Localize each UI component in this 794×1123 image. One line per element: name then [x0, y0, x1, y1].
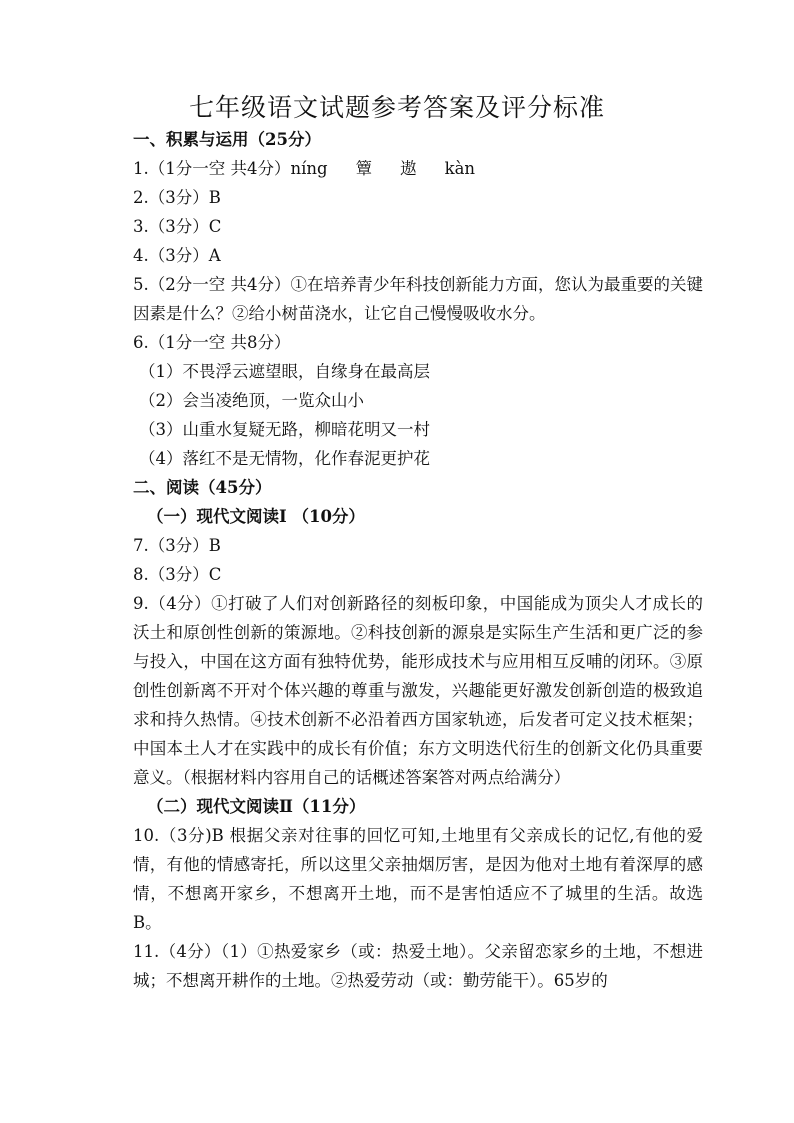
- answer-q4: 4.（3分）A: [133, 246, 221, 265]
- answer-q1-a2: 簟: [355, 159, 373, 178]
- page-title: 七年级语文试题参考答案及评分标准: [188, 93, 605, 122]
- answer-q11: 11.（4分）（1）①热爱家乡（或：热爱土地）。父亲留恋家乡的土地，不想进城；不想离开耕作的土地。②热爱劳动（或：勤劳能干）。65岁的: [133, 942, 703, 990]
- subsection-heading-modern-1: （一）现代文阅读Ⅰ （10分）: [147, 507, 365, 526]
- subsection-heading-modern-2: （二）现代文阅读Ⅱ（11分）: [147, 797, 366, 816]
- answer-q10: 10.（3分)B 根据父亲对往事的回忆可知,土地里有父亲成长的记忆,有他的爱情，有他的情感寄托，所以这里父亲抽烟厉害，是因为他对土地有着深厚的感情，不想离开家乡，不想离开土地，而不是害怕适应不了城里的生活。故选B。: [133, 826, 703, 932]
- answer-q1-a4: kàn: [444, 159, 476, 178]
- answer-q5: 5.（2分一空 共4分）①在培养青少年科技创新能力方面，您认为最重要的关键因素是什么？②给小树苗浇水，让它自己慢慢吸收水分。: [133, 275, 703, 323]
- answer-q6-line-4: （4）落红不是无情物，化作春泥更护花: [139, 449, 430, 468]
- answer-q8: 8.（3分）C: [133, 565, 222, 584]
- answer-q1-a1: níng: [290, 159, 328, 178]
- answer-q6-line-3: （3）山重水复疑无路，柳暗花明又一村: [139, 420, 430, 439]
- answer-q2: 2.（3分）B: [133, 188, 221, 207]
- answer-q9: 9.（4分）①打破了人们对创新路径的刻板印象，中国能成为顶尖人才成长的沃土和原创性创新的策源地。②科技创新的源泉是实际生产生活和更广泛的参与投入，中国在这方面有独特优势，能形成技术与应用相互反哺的闭环。③原创性创新离不开对个体兴趣的尊重与激发，兴趣能更好激发创新创造的极致追求和持久热情。④技术创新不必沿着西方国家轨迹，后发者可定义技术框架；中国本土人才在实践中的成长有价值；东方文明迭代衍生的创新文化仍具重要意义。（根据材料内容用自己的话概述答案答对两点给满分）: [133, 594, 703, 787]
- answer-q6-line-2: （2）会当凌绝顶，一览众山小: [139, 391, 364, 410]
- answer-q7: 7.（3分）B: [133, 536, 221, 555]
- answer-q1: [133, 154, 703, 183]
- section-heading-accumulation: 一、积累与运用（25分）: [133, 130, 321, 149]
- answer-q6-line-1: （1）不畏浮云遮望眼，自缘身在最高层: [139, 362, 430, 381]
- answer-q1-a3: 遨: [400, 159, 417, 178]
- answer-body: [133, 125, 703, 995]
- answer-q6-prefix: 6.（1分一空 共8分）: [133, 333, 291, 352]
- section-heading-reading: 二、阅读（45分）: [133, 478, 272, 497]
- answer-q1-prefix: 1.（1分一空 共4分）: [133, 159, 291, 178]
- answer-q3: 3.（3分）C: [133, 217, 222, 236]
